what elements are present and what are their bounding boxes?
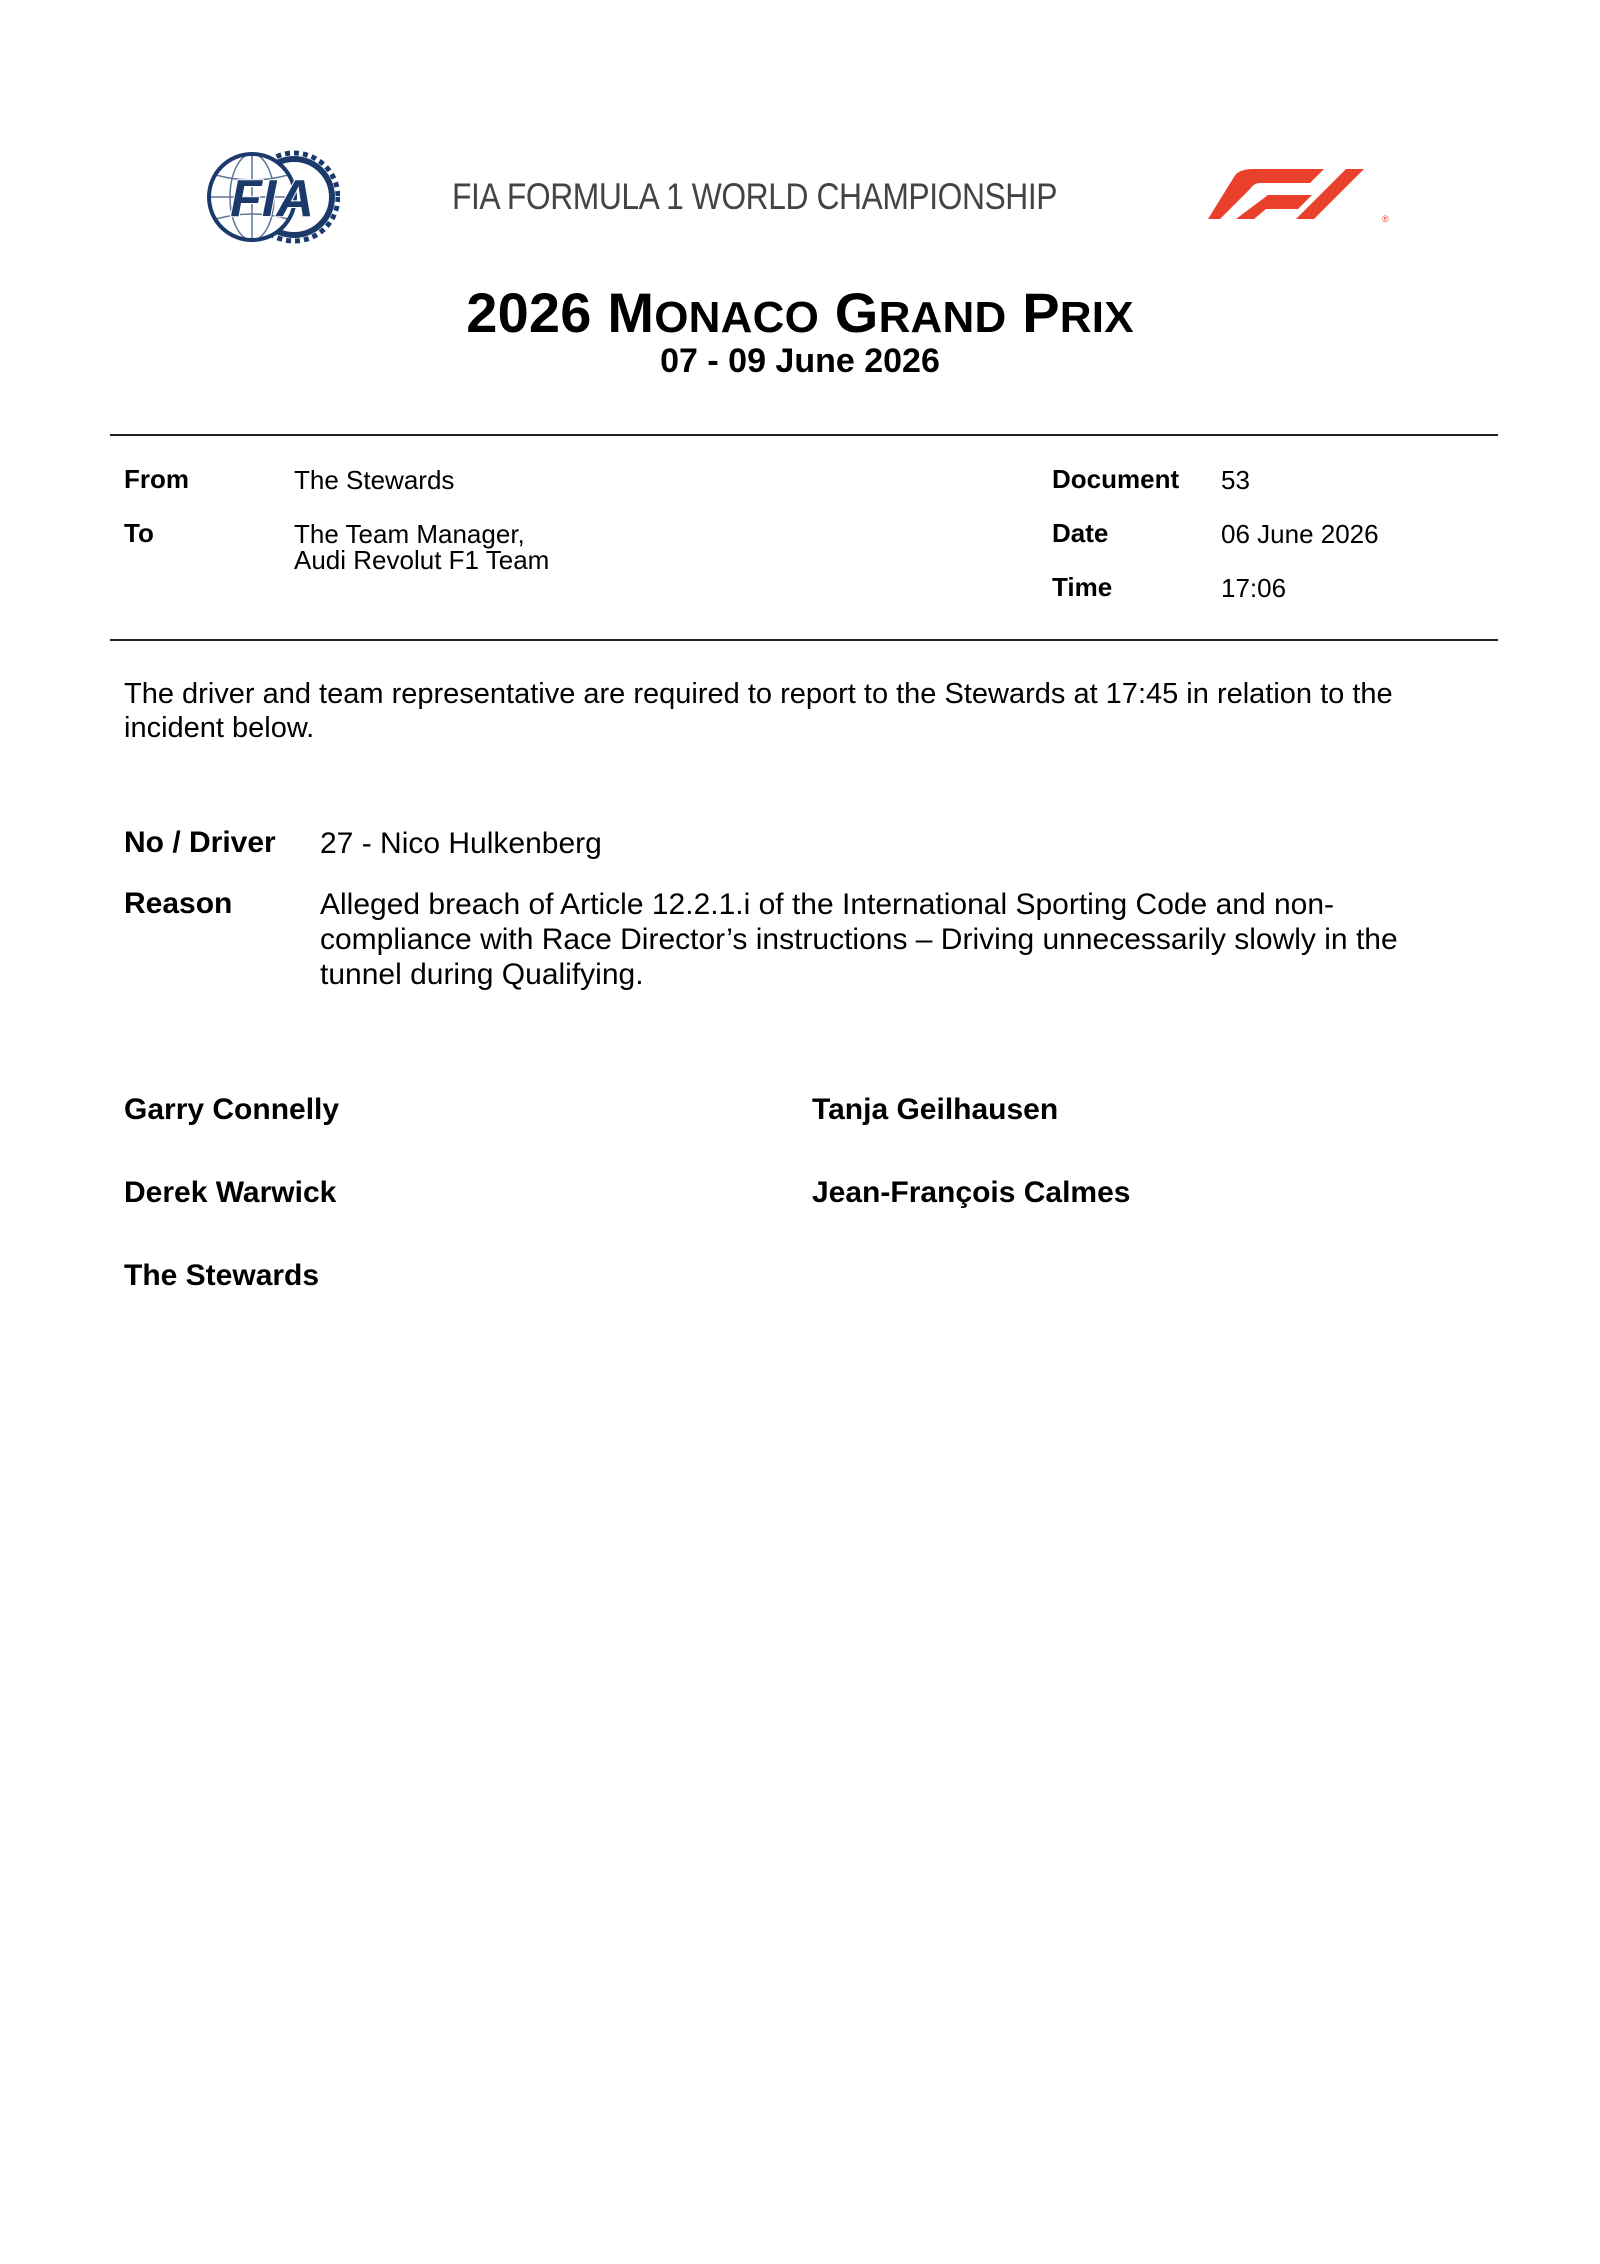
fia-logo-icon — [204, 150, 340, 244]
svg-text:®: ® — [1382, 214, 1389, 224]
steward-name: Derek Warwick — [124, 1176, 337, 1209]
date-label: Date — [1052, 518, 1109, 548]
intro-text: The driver and team representative are required to report to the Stewards at 17:45 in relation to the incident below. — [124, 678, 1393, 744]
meta-divider — [110, 639, 1498, 641]
event-dates: 07 - 09 June 2026 — [660, 342, 940, 380]
championship-title: FIA FORMULA 1 WORLD CHAMPIONSHIP — [452, 176, 1058, 217]
document-value: 53 — [1221, 465, 1250, 495]
stewards-closing: The Stewards — [124, 1259, 320, 1292]
reason-label: Reason — [124, 887, 233, 920]
steward-name: Jean-François Calmes — [812, 1176, 1131, 1209]
header-divider — [110, 434, 1498, 436]
date-value: 06 June 2026 — [1221, 519, 1379, 549]
from-label: From — [124, 464, 189, 494]
time-value: 17:06 — [1221, 573, 1287, 603]
steward-name: Tanja Geilhausen — [812, 1093, 1059, 1126]
reason-value: Alleged breach of Article 12.2.1.i of the International Sporting Code and non-compliance with Race Director’s instructions – Driving unnecessarily slowly in the tunnel during Qualifying. — [320, 888, 1398, 991]
steward-name: Garry Connelly — [124, 1093, 340, 1126]
f1-logo-icon — [1204, 167, 1400, 225]
document-label: Document — [1052, 464, 1180, 494]
time-label: Time — [1052, 572, 1113, 602]
to-value-line1: The Team Manager, — [294, 519, 525, 549]
event-title: 2026 MONACO GRAND PRIX — [466, 281, 1134, 344]
to-value-line2: Audi Revolut F1 Team — [294, 545, 550, 575]
to-label: To — [124, 518, 154, 548]
driver-value: 27 - Nico Hulkenberg — [320, 827, 602, 860]
from-value: The Stewards — [294, 465, 455, 495]
driver-label: No / Driver — [124, 826, 276, 859]
svg-text:FIA: FIA — [230, 170, 314, 228]
